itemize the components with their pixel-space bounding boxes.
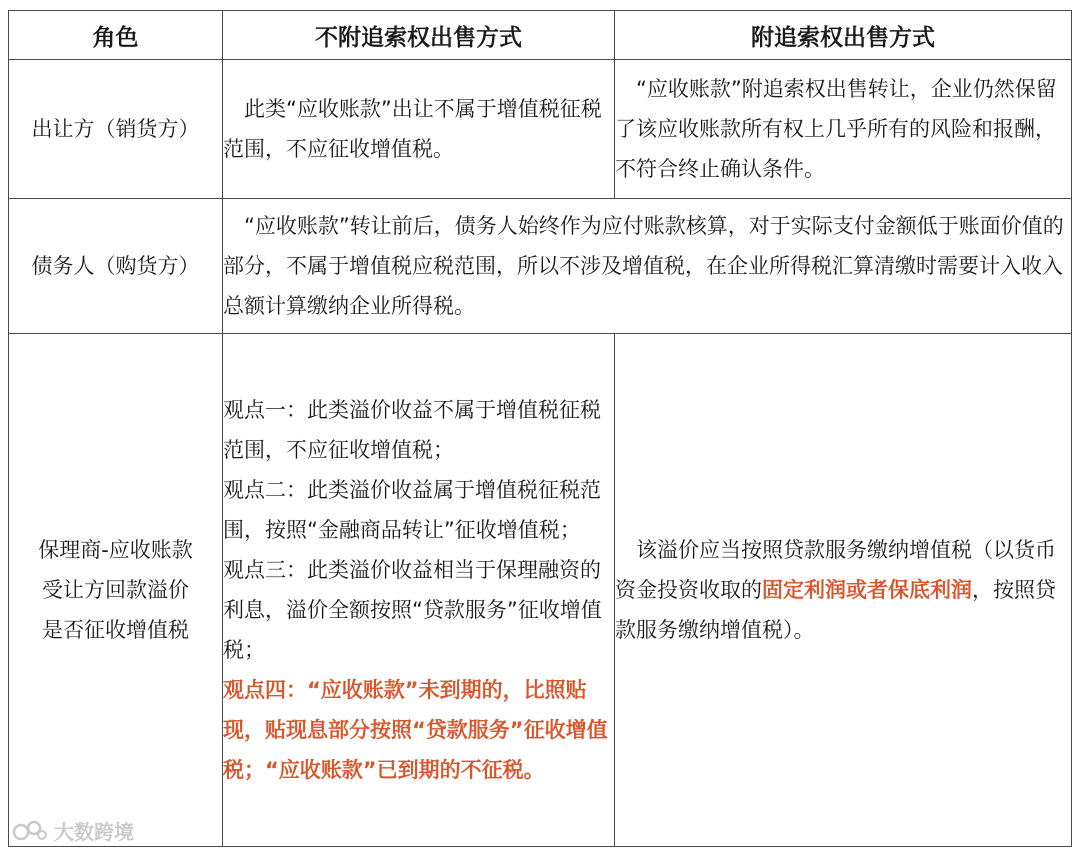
- dashuju-logo-icon: [12, 818, 48, 844]
- debtor-merged-cell: “应收账款”转让前后，债务人始终作为应付账款核算，对于实际支付金额低于账面价值的部分，不属于增值税应税范围，所以不涉及增值税，在企业所得税汇算清缴时需要计入收入总额计算缴纳企业所得税。: [223, 199, 1072, 334]
- watermark: [12, 816, 134, 845]
- table-row: [9, 60, 1072, 199]
- role-factor-line: 保理商-应收账款: [38, 538, 193, 562]
- transferor-no-recourse: 此类“应收账款”出让不属于增值税征税范围，不应征收增值税。: [223, 60, 615, 199]
- table-row: [9, 334, 1072, 847]
- factor-with-recourse: [615, 334, 1072, 847]
- transferor-with-recourse: “应收账款”附追索权出售转让，企业仍然保留了该应收账款所有权上几乎所有的风险和报酬，不符合终止确认条件。: [615, 60, 1072, 199]
- table-header-row: [9, 11, 1072, 60]
- role-debtor: 债务人（购货方）: [9, 199, 223, 334]
- table-row: [9, 199, 1072, 334]
- role-transferor: 出让方（销货方）: [9, 60, 223, 199]
- factor-text-before: 该溢价应当按照贷款服务缴纳增值税（以货币资金投资收取的: [615, 538, 1056, 602]
- tax-comparison-table: [8, 10, 1072, 847]
- watermark-text: 大数跨境: [54, 820, 134, 844]
- viewpoint-3: 观点三：此类溢价收益相当于保理融资的利息，溢价全额按照“贷款服务”征收增值税；: [223, 558, 602, 662]
- viewpoint-1: 观点一：此类溢价收益不属于增值税征税范围，不应征收增值税；: [223, 398, 601, 462]
- header-role: 角色: [9, 11, 223, 60]
- role-factor-line: 是否征收增值税: [42, 618, 189, 642]
- role-factor: [9, 334, 223, 847]
- viewpoint-4-highlighted: 观点四：“应收账款”未到期的，比照贴现，贴现息部分按照“贷款服务”征收增值税；“应收账款”已到期的不征税。: [223, 678, 608, 782]
- factor-no-recourse: [223, 334, 615, 847]
- factor-text-after: ，按照贷款服务缴纳增值税）。: [615, 578, 1056, 642]
- header-with-recourse: 附追索权出售方式: [615, 11, 1072, 60]
- viewpoint-2: 观点二：此类溢价收益属于增值税征税范围，按照“金融商品转让”征收增值税；: [223, 478, 601, 542]
- role-factor-line: 受让方回款溢价: [42, 578, 189, 602]
- factor-text-highlight: 固定利润或者保底利润: [762, 578, 972, 602]
- header-no-recourse: 不附追索权出售方式: [223, 11, 615, 60]
